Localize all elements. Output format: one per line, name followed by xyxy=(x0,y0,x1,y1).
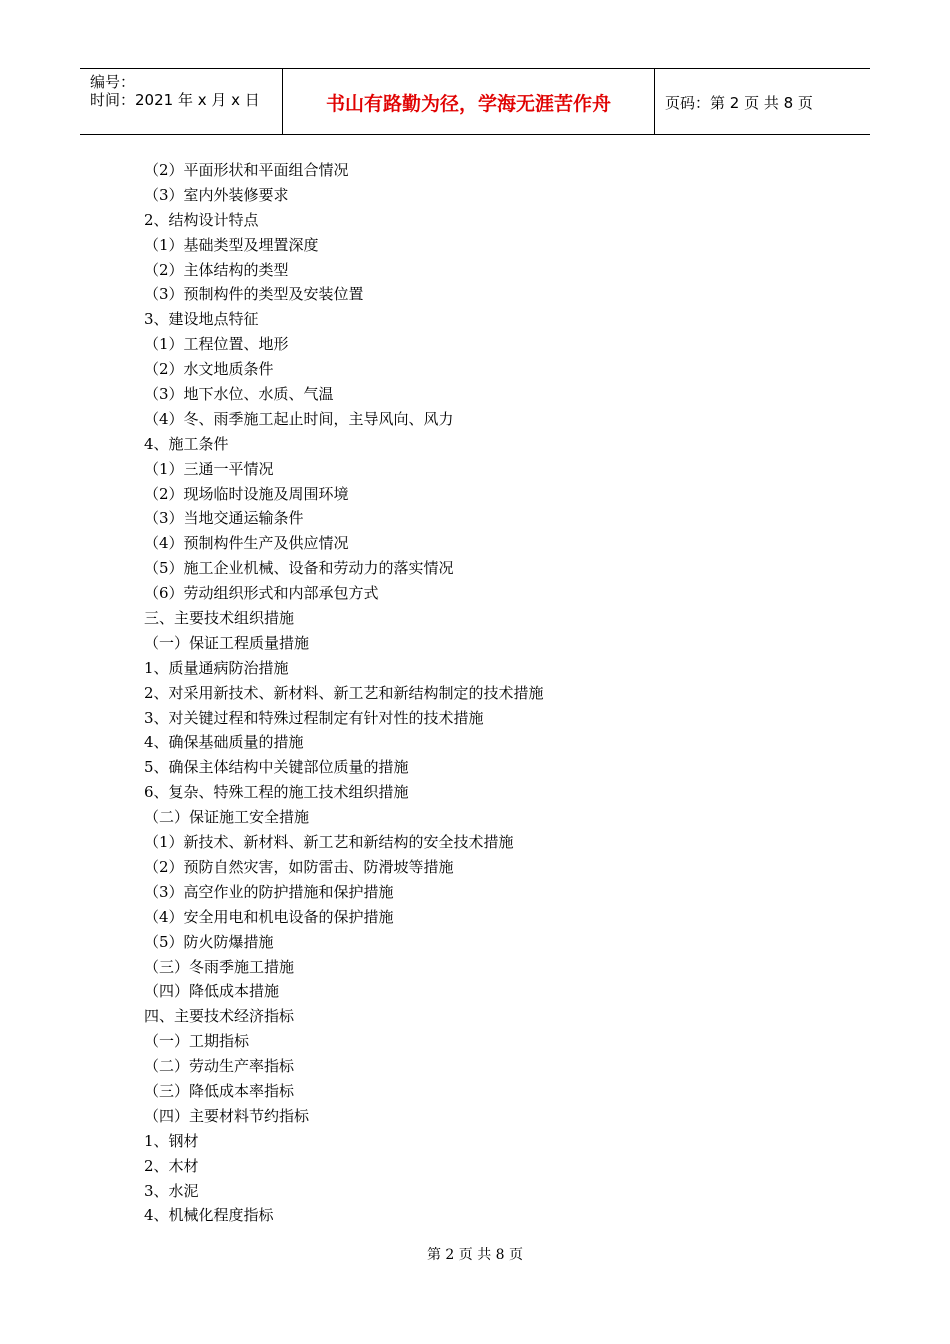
body-line: （1）基础类型及埋置深度 xyxy=(144,235,319,254)
body-line: （4）冬、雨季施工起止时间，主导风向、风力 xyxy=(144,409,454,428)
time-label: 时间：2021 年 x 月 x 日 xyxy=(90,91,260,109)
page-footer: 第 2 页 共 8 页 xyxy=(426,1247,524,1263)
body-line: （4）安全用电和机电设备的保护措施 xyxy=(144,907,394,926)
body-line: 3、水泥 xyxy=(144,1181,199,1200)
body-line: （3）当地交通运输条件 xyxy=(144,509,304,528)
body-line: 3、对关键过程和特殊过程制定有针对性的技术措施 xyxy=(144,708,484,727)
body-line: 1、钢材 xyxy=(144,1131,199,1150)
body-line: 2、结构设计特点 xyxy=(144,210,259,229)
body-line: 4、施工条件 xyxy=(144,434,229,453)
body-line: （一）保证工程质量措施 xyxy=(144,633,310,652)
body-line: 5、确保主体结构中关键部位质量的措施 xyxy=(144,758,409,777)
body-line: 3、建设地点特征 xyxy=(144,310,259,329)
body-line: （3）室内外装修要求 xyxy=(144,185,289,204)
body-line: （一）工期指标 xyxy=(144,1032,250,1051)
header-page-cell xyxy=(655,69,870,134)
body-line: 1、质量通病防治措施 xyxy=(144,658,289,677)
body-line: （3）预制构件的类型及安装位置 xyxy=(144,285,364,304)
body-line: （2）主体结构的类型 xyxy=(144,260,289,279)
body-line: （3）高空作业的防护措施和保护措施 xyxy=(144,882,394,901)
body-line: 三、主要技术组织措施 xyxy=(144,609,295,628)
body-line: 4、机械化程度指标 xyxy=(144,1206,274,1225)
header-meta-cell xyxy=(80,69,282,134)
body-line: （三）降低成本率指标 xyxy=(144,1081,295,1100)
body-line: 2、木材 xyxy=(144,1156,199,1175)
body-line: （5）防火防爆措施 xyxy=(144,932,274,951)
body-line: （4）预制构件生产及供应情况 xyxy=(144,534,349,553)
document-header xyxy=(80,68,870,135)
motto-text: 书山有路勤为径，学海无涯苦作舟 xyxy=(325,93,611,115)
body-line: （5）施工企业机械、设备和劳动力的落实情况 xyxy=(144,559,454,578)
body-line: （3）地下水位、水质、气温 xyxy=(144,385,334,404)
body-line: 四、主要技术经济指标 xyxy=(144,1007,295,1026)
body-line: （二）劳动生产率指标 xyxy=(144,1057,295,1076)
body-line: （1）三通一平情况 xyxy=(144,459,274,478)
body-line: 2、对采用新技术、新材料、新工艺和新结构制定的技术措施 xyxy=(144,683,544,702)
body-line: （1）新技术、新材料、新工艺和新结构的安全技术措施 xyxy=(144,833,514,852)
page-number-label: 页码：第 2 页 共 8 页 xyxy=(665,94,813,112)
body-line: （四）降低成本措施 xyxy=(144,982,280,1001)
header-motto-cell xyxy=(282,69,655,134)
body-line: （6）劳动组织形式和内部承包方式 xyxy=(144,584,379,603)
body-line: （四）主要材料节约指标 xyxy=(144,1106,310,1125)
body-line: （2）水文地质条件 xyxy=(144,360,274,379)
body-line: （2）现场临时设施及周围环境 xyxy=(144,484,349,503)
body-line: 4、确保基础质量的措施 xyxy=(144,733,304,752)
body-line: （2）预防自然灾害，如防雷击、防滑坡等措施 xyxy=(144,857,454,876)
body-line: （1）工程位置、地形 xyxy=(144,335,289,354)
body-line: （2）平面形状和平面组合情况 xyxy=(144,161,349,179)
serial-number-label: 编号： xyxy=(90,73,136,91)
body-line: （三）冬雨季施工措施 xyxy=(144,957,295,976)
document-body xyxy=(144,158,844,1228)
body-line: （二）保证施工安全措施 xyxy=(144,808,310,827)
body-line: 6、复杂、特殊工程的施工技术组织措施 xyxy=(144,783,409,802)
